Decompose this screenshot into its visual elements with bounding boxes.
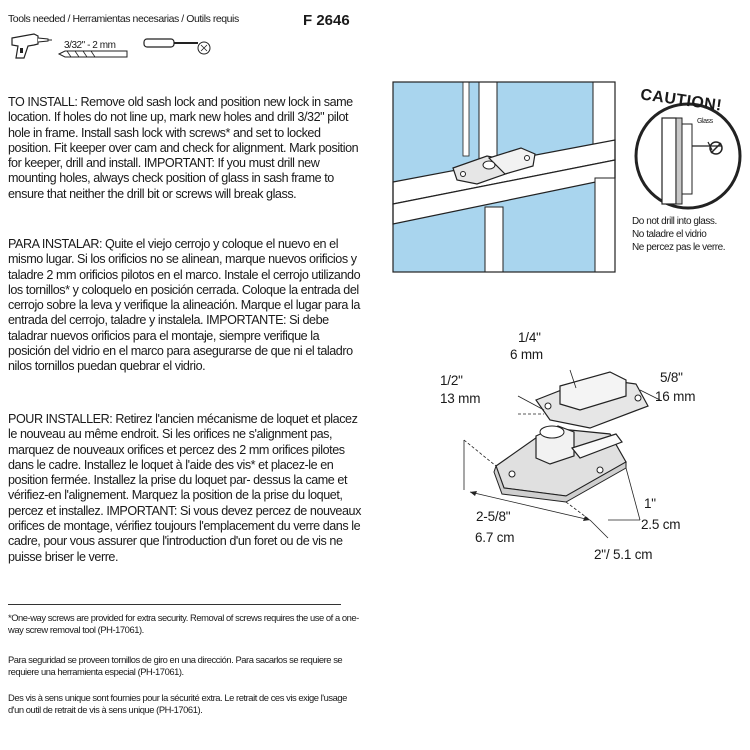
instructions-spanish: PARA INSTALAR: Quite el viejo cerrojo y coloque el nuevo en el mismo lugar. Si los orificios no se alinean, marque nuevos orificios y taladre 2 mm orificios pilotos en el marco. Instale el cerrojo utilizando los tornillos* y coloquelo en posición cerrada. Coloque la entrada del cerrojo sobre la leva y verifique la alineación. Marque el lugar para la entrada del cerrojo, taladre y instalela. IMPORTANTE: Si debe taladrar nuevos orificios para el montaje, siempre verifique la posición del vidrio en el marco para asegurarse de que ni el taladro nilos tornillos puedan quebrar el vidrio. [8, 237, 361, 374]
dim-five-eighths-in: 5/8" [660, 370, 683, 385]
screwdriver-icon [142, 34, 214, 60]
window-illustration [393, 82, 615, 272]
dim-five-eighths-mm: 16 mm [655, 389, 696, 404]
footnote-english: *One-way screws are provided for extra security. Removal of screws requires the use of a one-way screw removal tool (PH-17061). [8, 612, 359, 636]
dim-two-five-eighths-cm: 6.7 cm [475, 530, 515, 545]
dim-half-mm: 13 mm [440, 391, 481, 406]
instructions-english: TO INSTALL: Remove old sash lock and position new lock in same location. If holes do not line up, mark new holes and drill 3/32" pilot hole in frame. Install sash lock with screws* and set to locked position. Fit keeper over cam and check for alignment. Mark position for keeper, drill and install. IMPORTANT: If you must drill new mounting holes, always check position of glass in sash frame to ensure that neither the drill bit or screws will break glass. [8, 95, 359, 201]
dim-two-in-cm: 2"/ 5.1 cm [594, 547, 653, 562]
warning-french: Ne percez pas le verre. [632, 242, 726, 253]
warning-english: Do not drill into glass. [632, 216, 717, 227]
dim-half-in: 1/2" [440, 373, 463, 388]
dim-one-cm: 2.5 cm [641, 517, 681, 532]
footnote-divider [8, 604, 341, 605]
dim-one-in: 1" [644, 496, 656, 511]
drill-bit-icon [57, 50, 129, 58]
tools-needed-label: Tools needed / Herramientas necesarias / Outils requis [8, 13, 239, 25]
caution-title: CAUTION! [639, 86, 724, 115]
dim-quarter-mm: 6 mm [510, 347, 543, 362]
part-number: F 2646 [303, 12, 350, 29]
footnote-french: Des vis à sens unique sont fournies pour la sécurité extra. Le retrait de ces vis exige l'usage d'un outil de retrait de vis à sens unique (PH-17061). [8, 692, 347, 716]
drill-size-label: 3/32" - 2 mm [64, 40, 116, 51]
dim-quarter-in: 1/4" [518, 330, 541, 345]
dim-two-five-eighths-in: 2-5/8" [476, 509, 511, 524]
drill-icon [8, 30, 52, 62]
warning-spanish: No taladre el vidrio [632, 229, 707, 240]
instructions-french: POUR INSTALLER: Retirez l'ancien mécanisme de loquet et placez le nouveau au même endroit. Si les orifices ne s'alignment pas, marquez de nouveaux orifices et percez des 2 mm orifices pilotes dans le cadre. Installez le loquet à l'aide des vis* et placez-le en position fermée. Installez la prise du loquet par- dessus la came et vérifiez-en l'alignement. Marquez la position de la prise du loquet, percez et installez. IMPORTANT: Si vous devez percez de nouveaux orifices de montage, vérifiez toujours l'emplacement du verre dans le cadre, pour vous assurer que l'introduction d'un foret ou de vis ne puisse briser le verre. [8, 412, 361, 564]
footnote-spanish: Para seguridad se proveen tornillos de giro en una dirección. Para sacarlos se requiere se requiere una herramienta especial (PH-17061). [8, 654, 343, 678]
caution-glass-label: Glass [697, 118, 713, 125]
